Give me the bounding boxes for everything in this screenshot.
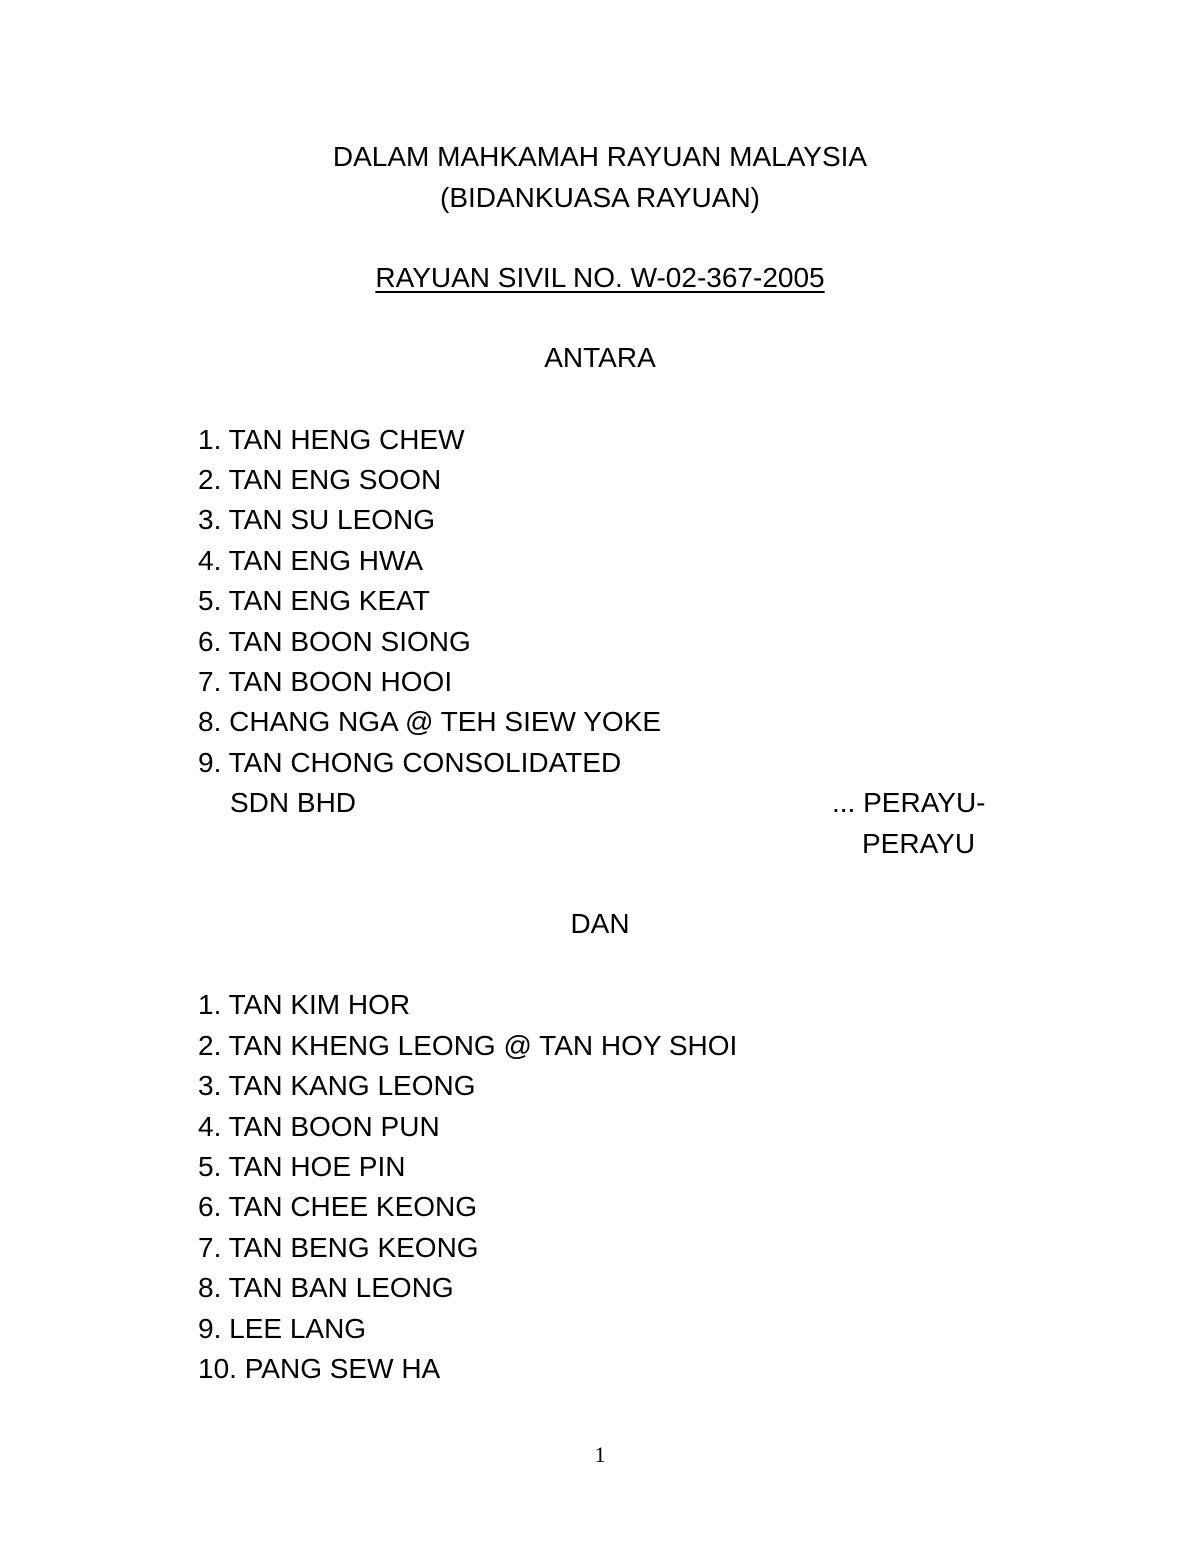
appellant-item: 5. TAN ENG KEAT (198, 585, 430, 616)
page-number: 1 (594, 1442, 606, 1467)
and-separator: DAN (570, 908, 630, 939)
respondent-item: 6. TAN CHEE KEONG (198, 1191, 478, 1222)
appellant-role-label: ... PERAYU- (832, 787, 986, 818)
respondent-item: 9. LEE LANG (198, 1313, 367, 1344)
between-heading: ANTARA (544, 342, 656, 373)
respondent-item: 8. TAN BAN LEONG (198, 1272, 454, 1303)
appellant-item: 1. TAN HENG CHEW (198, 424, 465, 455)
respondent-item: 3. TAN KANG LEONG (198, 1070, 476, 1101)
appellant-item: 3. TAN SU LEONG (198, 504, 436, 535)
appellant-item-continuation: SDN BHD (230, 787, 357, 818)
appellant-item: 8. CHANG NGA @ TEH SIEW YOKE (198, 706, 662, 737)
appellant-item: 2. TAN ENG SOON (198, 464, 442, 495)
appellant-item: 9. TAN CHONG CONSOLIDATED (198, 747, 622, 778)
respondent-item: 1. TAN KIM HOR (198, 989, 411, 1020)
appellant-item: 7. TAN BOON HOOI (198, 666, 453, 697)
respondent-item: 10. PANG SEW HA (198, 1353, 441, 1384)
appellant-item: 6. TAN BOON SIONG (198, 626, 471, 657)
appellant-role-label-continued: PERAYU (862, 828, 976, 859)
respondent-item: 4. TAN BOON PUN (198, 1111, 440, 1142)
respondent-item: 5. TAN HOE PIN (198, 1151, 406, 1182)
jurisdiction-title: (BIDANKUASA RAYUAN) (440, 182, 760, 213)
respondent-item: 7. TAN BENG KEONG (198, 1232, 479, 1263)
case-number (0, 261, 1200, 295)
appellant-item: 4. TAN ENG HWA (198, 545, 424, 576)
case-number-text: RAYUAN SIVIL NO. W-02-367-2005 (375, 262, 825, 293)
respondent-item: 2. TAN KHENG LEONG @ TAN HOY SHOI (198, 1030, 738, 1061)
court-title: DALAM MAHKAMAH RAYUAN MALAYSIA (332, 141, 868, 172)
